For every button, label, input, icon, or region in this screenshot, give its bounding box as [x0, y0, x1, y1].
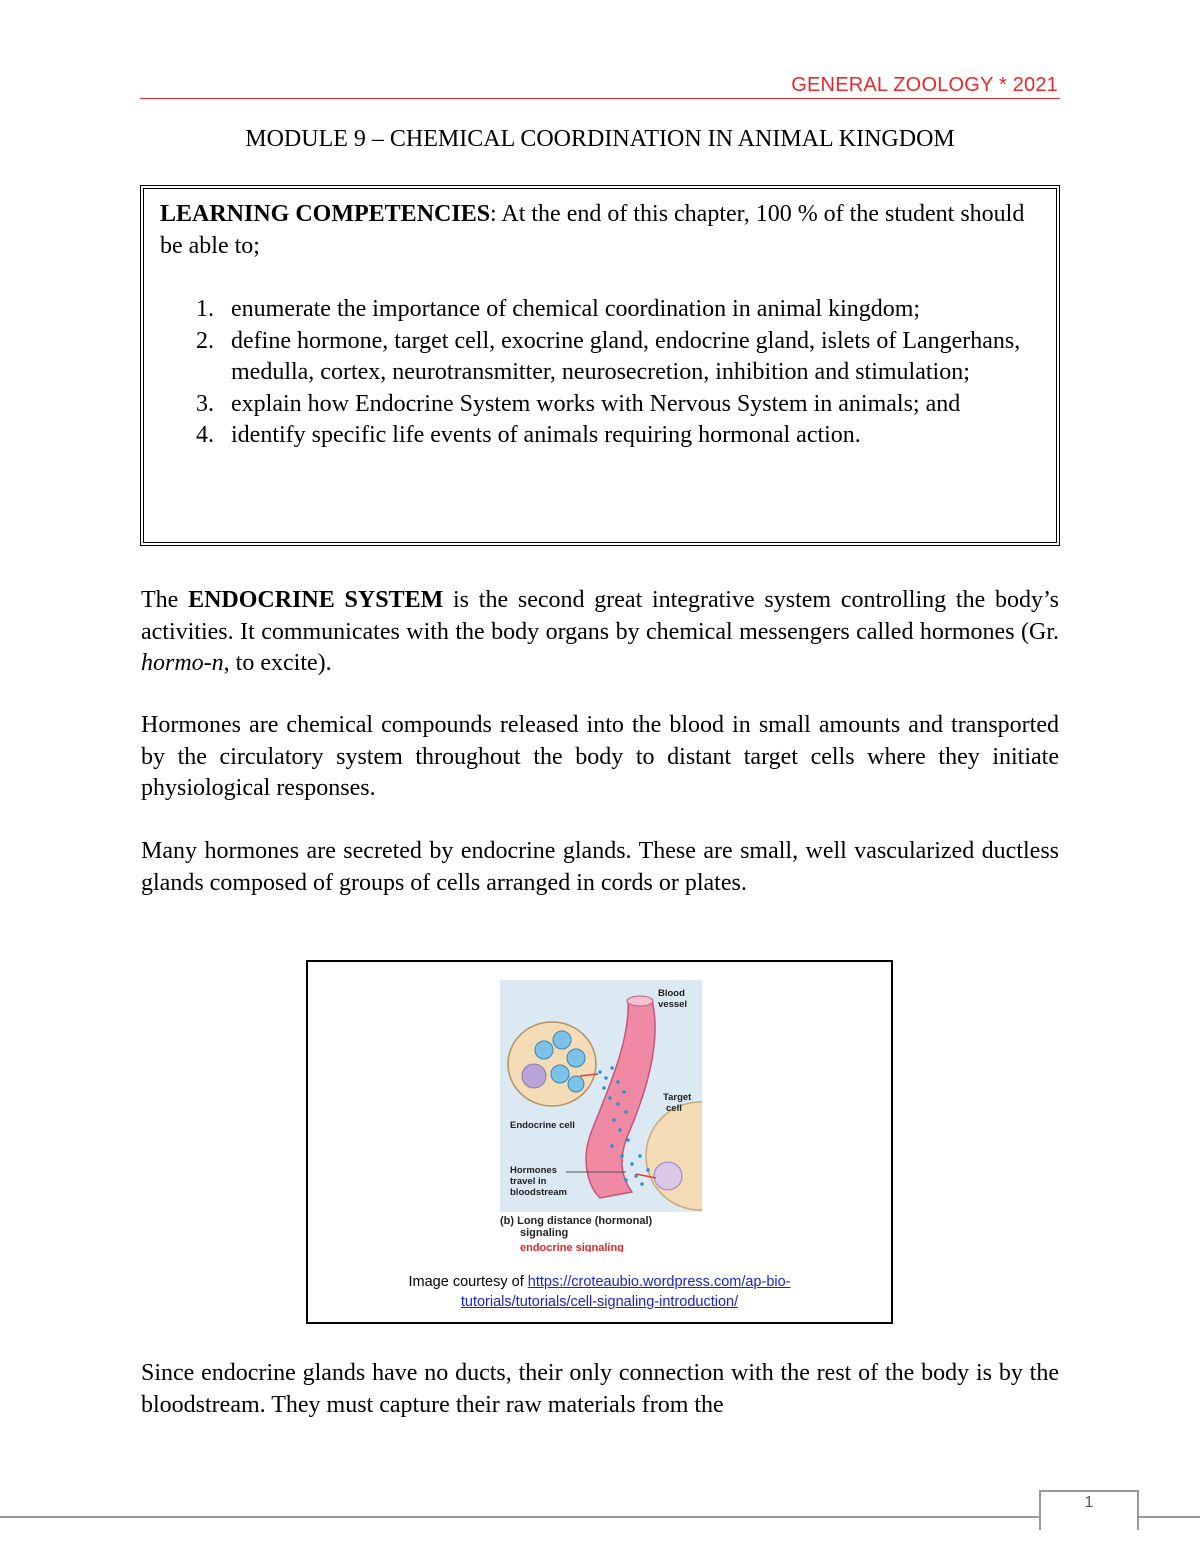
footer-rule [0, 1516, 1040, 1518]
paragraph-endocrine-glands: Many hormones are secreted by endocrine glands. These are small, well vascularized ductless glands composed of groups of cells arranged in cords or plates. [141, 838, 1059, 896]
module-title: MODULE 9 – CHEMICAL COORDINATION IN ANIMAL KINGDOM [245, 126, 955, 152]
running-header: GENERAL ZOOLOGY * 2021 [791, 74, 1058, 96]
paragraph-text: is the second great integrative system controlling the body’s activities. It communicates with the body organs by chemical messengers called hormones (Gr. [141, 587, 1059, 645]
diagram-caption: (b) Long distance (hormonal) [500, 1215, 653, 1227]
competencies-list [160, 294, 1034, 452]
secretory-vesicle [568, 1076, 584, 1092]
label-hormones: Hormones [510, 1165, 557, 1176]
endocrine-cell-nucleus [522, 1064, 546, 1088]
list-item-number: 2. [196, 327, 214, 354]
header-rule [140, 98, 1060, 99]
competencies-intro [160, 199, 1034, 262]
term-endocrine-system: ENDOCRINE SYSTEM [188, 587, 444, 613]
label-blood-vessel: vessel [658, 999, 688, 1010]
list-item [160, 420, 1034, 452]
label-endocrine-cell: Endocrine cell [510, 1120, 575, 1131]
learning-competencies-box [140, 185, 1060, 546]
paragraph-endocrine-system [141, 585, 1059, 680]
image-credit-text: Image courtesy of [408, 1274, 528, 1290]
term-hormon: hormo-n [141, 650, 224, 677]
list-item-number: 1. [196, 296, 214, 322]
list-item-number: 3. [196, 390, 214, 417]
list-item-text: enumerate the importance of chemical coordination in animal kingdom; [231, 296, 921, 322]
list-item-text: explain how Endocrine System works with Nervous System in animals; and [231, 390, 961, 417]
paragraph-text: , to excite). [223, 650, 332, 677]
label-hormones: bloodstream [510, 1187, 568, 1198]
endocrine-signaling-diagram [500, 980, 702, 1252]
page-number: 1 [1084, 1494, 1094, 1511]
paragraph-hormones: Hormones are chemical compounds released into the blood in small amounts and transported by the circulatory system throughout the body to distant target cells where they initiate physiological responses. [141, 712, 1059, 802]
learning-competencies-content [160, 199, 1034, 452]
diagram-caption: signaling [520, 1227, 569, 1239]
paragraph-bloodstream: Since endocrine glands have no ducts, their only connection with the rest of the body is by the bloodstream. They must capture their raw materials from the [141, 1360, 1059, 1418]
image-credit [308, 1274, 891, 1290]
paragraph-text: The [141, 587, 189, 613]
footer-rule [1139, 1516, 1200, 1518]
list-item [160, 389, 1034, 421]
target-cell-nucleus [654, 1162, 682, 1190]
label-blood-vessel: Blood [658, 988, 685, 999]
competencies-intro-text: : At the end of this chapter, 100 % of the student should be able to; [160, 201, 1025, 259]
label-target-cell: Target [663, 1092, 692, 1103]
list-item [160, 326, 1034, 389]
blood-vessel-opening [627, 996, 653, 1006]
image-credit-continued [308, 1294, 891, 1310]
list-item [160, 294, 1034, 326]
secretory-vesicle [535, 1041, 553, 1059]
competencies-label: LEARNING COMPETENCIES [160, 201, 491, 227]
label-hormones: travel in [510, 1176, 547, 1187]
list-item-number: 4. [196, 422, 214, 448]
figure-box [306, 960, 893, 1324]
image-credit-link[interactable]: https://croteaubio.wordpress.com/ap-bio- [527, 1274, 791, 1290]
secretory-vesicle [553, 1031, 571, 1049]
list-item-text: define hormone, target cell, exocrine gland, endocrine gland, islets of Langerhans, medulla, cortex, neurotransmitter, neurosecretion, inhibition and stimulation; [231, 327, 1021, 385]
image-credit-link[interactable]: tutorials/tutorials/cell-signaling-introduction/ [460, 1294, 739, 1310]
label-target-cell: cell [666, 1103, 682, 1114]
list-item-text: identify specific life events of animals requiring hormonal action. [231, 422, 861, 448]
secretory-vesicle [551, 1065, 569, 1083]
diagram-caption-red: endocrine signaling [520, 1242, 624, 1252]
secretory-vesicle [567, 1049, 585, 1067]
